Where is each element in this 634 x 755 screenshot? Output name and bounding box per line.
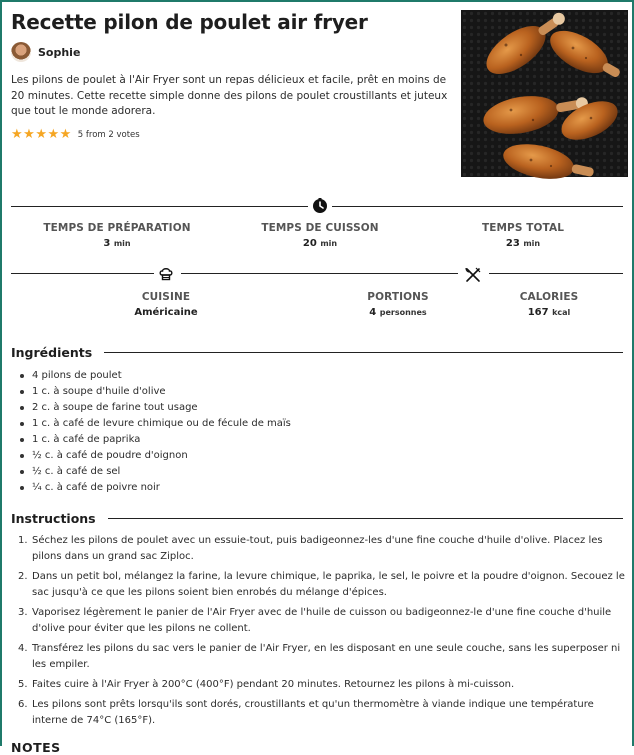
servings-label: PORTIONS (367, 291, 429, 303)
star-icon[interactable]: ★ (23, 127, 35, 142)
prep-time-unit: min (113, 239, 131, 248)
instruction-step: 5. Faites cuire à l'Air Fryer à 200°C (400°F) pendant 20 minutes. Retournez les pilons à mi-cuisson. (18, 679, 515, 690)
prep-time-value: 3 (103, 238, 111, 249)
divider (332, 206, 623, 207)
star-icon[interactable]: ★ (47, 127, 60, 142)
ingredient-item: 4 pilons de poulet (18, 368, 291, 384)
recipe-intro: Les pilons de poulet à l'Air Fryer sont un repas délicieux et facile, prêt en moins de 20 minutes. Cette recette simple donne des pilons de poulet croustillants et juteux que tout le monde adorera. (11, 74, 448, 117)
star-icon[interactable]: ★ (59, 127, 72, 142)
ingredient-item: ¼ c. à café de poivre noir (18, 480, 291, 496)
recipe-title: Recette pilon de poulet air fryer (11, 10, 368, 34)
ingredient-item: 1 c. à café de levure chimique ou de fécule de maïs (18, 416, 291, 432)
total-time-unit: min (523, 239, 541, 248)
instructions-header (11, 511, 623, 526)
divider (11, 273, 154, 274)
cuisine-label: CUISINE (141, 291, 191, 303)
instruction-text: Transférez les pilons du sac vers le panier de l'Air Fryer, en les disposant en une seule couche, sans les superposer ni les empiler. (32, 643, 621, 670)
instruction-step: 2. Dans un petit bol, mélangez la farine, la levure chimique, le paprika, le sel, le poivre et la poudre d'oignon. Secouez le sac jusqu'à ce que les pilons soient bien enrobés du mélange d'épices. (18, 571, 625, 598)
clock-icon (311, 197, 329, 215)
instruction-step: 1. Séchez les pilons de poulet avec un essuie-tout, puis badigeonnez-les d'une fine couche d'huile d'olive. Placez les pilons dans un grand sac Ziploc. (18, 535, 603, 562)
instruction-step: 4. Transférez les pilons du sac vers le panier de l'Air Fryer, en les disposant en une seule couche, sans les superposer ni les empiler. (18, 643, 621, 670)
cook-time-unit: min (320, 239, 338, 248)
instructions-list (16, 533, 626, 733)
calories-label: CALORIES (519, 291, 579, 303)
ingredient-item: 1 c. à café de paprika (18, 432, 291, 448)
divider (108, 518, 623, 519)
cook-time-label: TEMPS DE CUISSON (261, 222, 379, 234)
instruction-step: 3. Vaporisez légèrement le panier de l'Air Fryer avec de l'huile de cuisson ou badigeonnez-le d'une fine couche d'huile d'olive pour éviter que les pilons ne collent. (18, 607, 612, 634)
star-icon[interactable]: ★ (35, 127, 47, 142)
instruction-text: Séchez les pilons de poulet avec un essuie-tout, puis badigeonnez-les d'une fine couche d'huile d'olive. Placez les pilons dans un grand sac Ziploc. (32, 535, 603, 562)
calories-value: 167 (527, 307, 549, 318)
rating-text: 5 from 2 votes (77, 129, 140, 140)
total-time (438, 222, 608, 249)
cuisine (81, 291, 251, 318)
prep-time (32, 222, 202, 249)
recipe-photo (461, 10, 628, 177)
instructions-title: Instructions (11, 511, 96, 526)
ingredients-list (18, 368, 291, 496)
utensils-icon (464, 266, 482, 284)
total-time-value: 23 (505, 238, 520, 249)
prep-time-label: TEMPS DE PRÉPARATION (43, 222, 191, 234)
divider (104, 352, 623, 353)
divider (489, 273, 623, 274)
ingredients-header (11, 345, 623, 360)
instruction-step: 6. Les pilons sont prêts lorsqu'ils sont dorés, croustillants et qu'un thermomètre à viande indique une température interne de 74°C (165°F). (18, 699, 594, 726)
cook-time-value: 20 (302, 238, 317, 249)
rating-stars[interactable] (11, 128, 72, 141)
rating[interactable] (11, 128, 140, 141)
instruction-text: Les pilons sont prêts lorsqu'ils sont dorés, croustillants et qu'un thermomètre à viande indique une température interne de 74°C (165°F). (32, 699, 594, 726)
author[interactable] (11, 42, 80, 62)
cuisine-value: Américaine (134, 307, 198, 318)
servings-value[interactable]: 4 (369, 307, 377, 318)
instruction-text: Dans un petit bol, mélangez la farine, la levure chimique, le paprika, le sel, le poivre et la poudre d'oignon. Secouez le sac jusqu'à ce que les pilons soient bien enrobés du mélange d'épices. (32, 571, 625, 598)
cook-time (235, 222, 405, 249)
total-time-label: TEMPS TOTAL (481, 222, 565, 234)
instruction-text: Faites cuire à l'Air Fryer à 200°C (400°F) pendant 20 minutes. Retournez les pilons à mi-cuisson. (32, 679, 515, 690)
ingredient-item: 1 c. à soupe d'huile d'olive (18, 384, 291, 400)
instruction-text: Vaporisez légèrement le panier de l'Air Fryer avec de l'huile de cuisson ou badigeonnez-le d'une fine couche d'huile d'olive pour éviter que les pilons ne collent. (32, 607, 612, 634)
avatar (11, 42, 31, 62)
calories-unit: kcal (552, 308, 571, 317)
notes-title: NOTES (11, 740, 61, 755)
ingredient-item: 2 c. à soupe de farine tout usage (18, 400, 291, 416)
author-name[interactable]: Sophie (38, 45, 81, 59)
ingredient-item: ½ c. à café de sel (18, 464, 291, 480)
star-icon[interactable]: ★ (11, 127, 23, 142)
divider (181, 273, 458, 274)
servings (313, 291, 483, 318)
chef-hat-icon (157, 265, 175, 283)
servings-unit: personnes (379, 308, 427, 317)
ingredient-item: ½ c. à café de poudre d'oignon (18, 448, 291, 464)
divider (11, 206, 308, 207)
calories (464, 291, 634, 318)
ingredients-title: Ingrédients (11, 345, 93, 360)
